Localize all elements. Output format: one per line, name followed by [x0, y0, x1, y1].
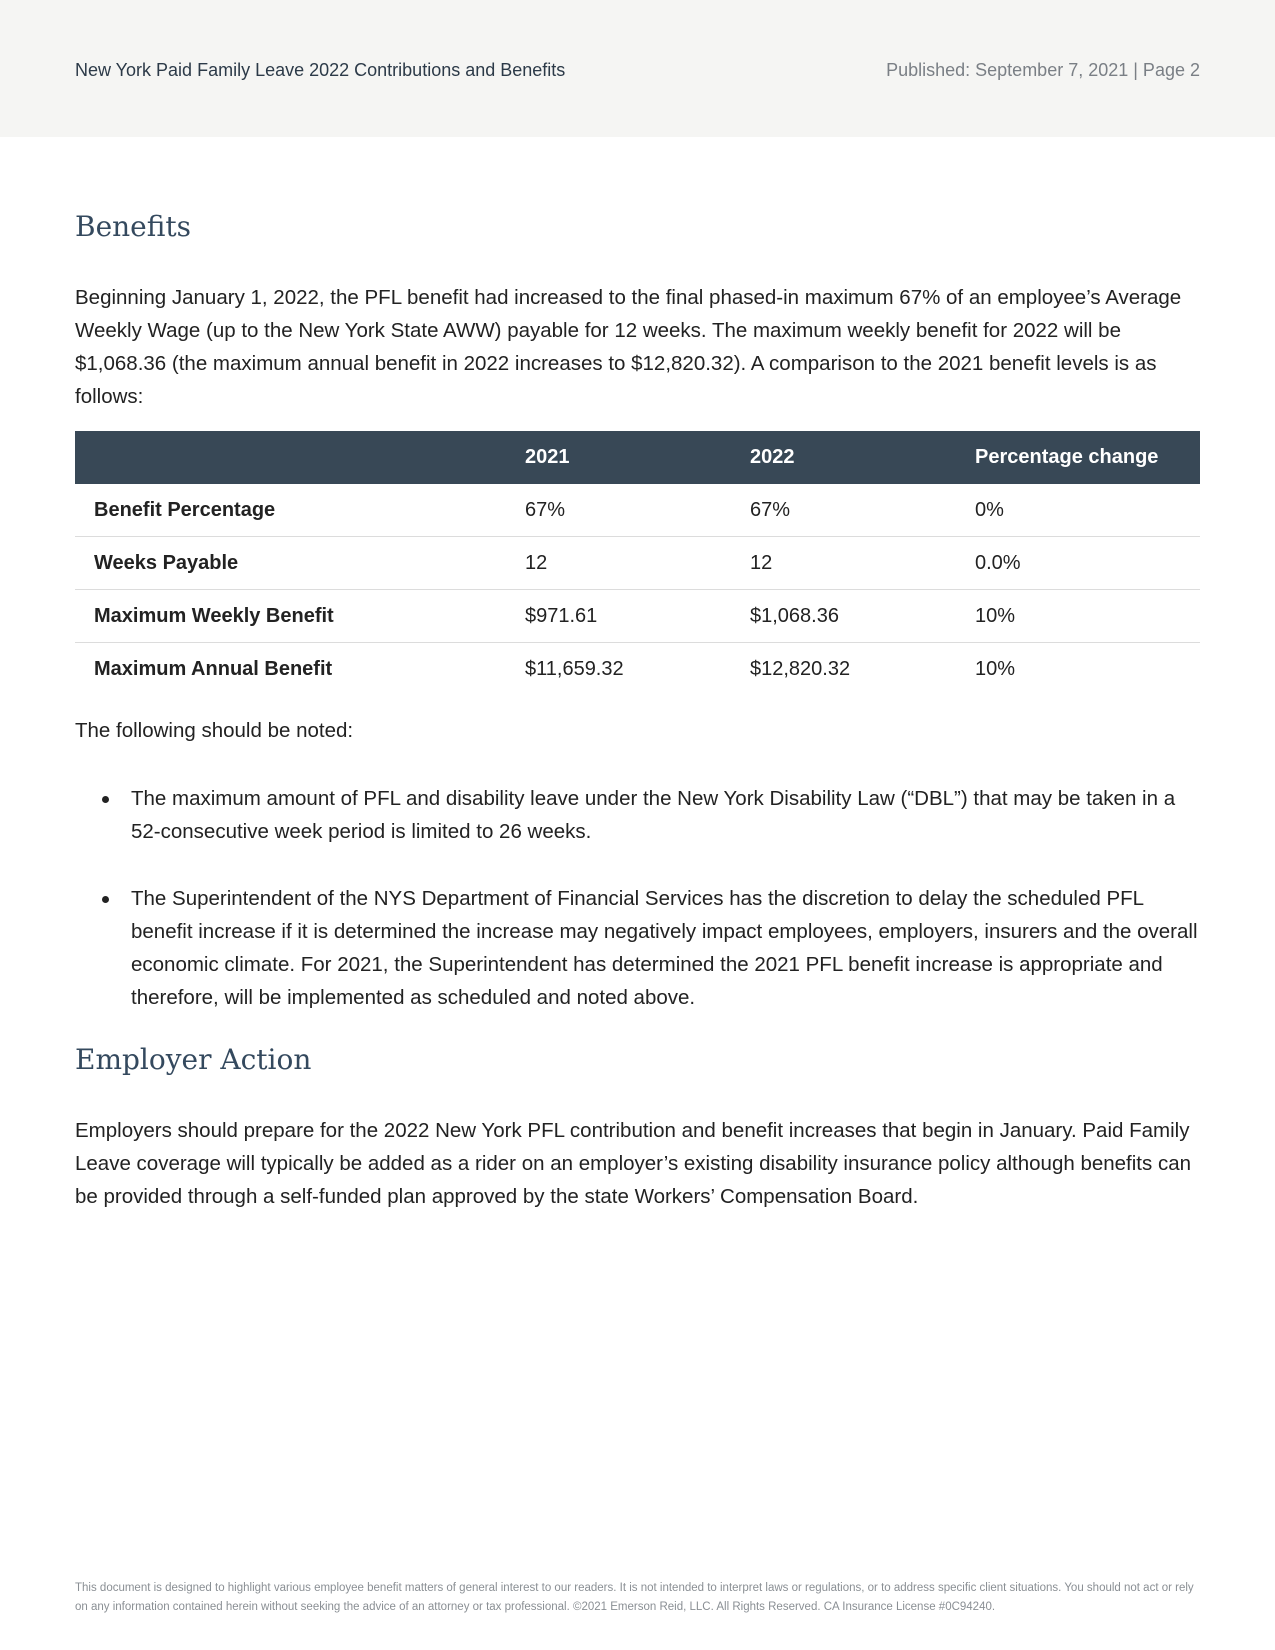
document-title: New York Paid Family Leave 2022 Contributions and Benefits: [75, 60, 566, 80]
cell-2021: 12: [525, 537, 750, 590]
row-label: Maximum Annual Benefit: [94, 657, 333, 680]
benefits-table: [75, 431, 1200, 695]
employer-action-heading: Employer Action: [75, 1043, 312, 1076]
publish-info: Published: September 7, 2021 | Page 2: [886, 60, 1200, 80]
row-label: Weeks Payable: [75, 537, 525, 590]
employer-action-text: Employers should prepare for the 2022 New York PFL contribution and benefit increases that begin in January. Paid Family Leave coverage will typically be added as a rider on an employer’s existing disability insurance policy although benefits can be provided through a self-funded plan approved by the state Workers’ Compensation Board.: [75, 1119, 1191, 1208]
cell-2021: 67%: [525, 484, 750, 537]
cell-2022: $1,068.36: [750, 590, 975, 643]
cell-2021: $971.61: [525, 590, 750, 643]
row-label: Maximum Weekly Benefit: [75, 590, 525, 643]
column-header-2021: 2021: [525, 431, 750, 484]
cell-2021: $11,659.32: [525, 657, 624, 680]
cell-2022: 67%: [750, 484, 975, 537]
column-header-percentage-change: Percentage change: [975, 431, 1200, 484]
table-row: [75, 590, 1200, 643]
column-header-label: [75, 431, 525, 484]
cell-percentage-change: 0%: [975, 484, 1200, 537]
table-row: [75, 537, 1200, 590]
notes-intro: The following should be noted:: [75, 719, 354, 742]
column-header-2022: 2022: [750, 431, 975, 484]
table-row: [75, 643, 1200, 696]
notes-list: [75, 782, 1210, 1048]
row-label: Benefit Percentage: [75, 484, 525, 537]
cell-2022: 12: [750, 537, 975, 590]
benefits-heading: Benefits: [75, 210, 192, 243]
table-header-row: [75, 431, 1200, 484]
cell-percentage-change: 0.0%: [975, 537, 1200, 590]
benefits-intro: Beginning January 1, 2022, the PFL benefit had increased to the final phased-in maximum 67% of an employee’s Average Weekly Wage (up to the New York State AWW) payable for 12 weeks. The maximum weekly benefit for 2022 will be $1,068.36 (the maximum annual benefit in 2022 increases to $12,820.32). A comparison to the 2021 benefit levels is as follows:: [75, 286, 1182, 408]
cell-percentage-change: 10%: [975, 657, 1016, 680]
table-row: [75, 484, 1200, 537]
cell-percentage-change: 10%: [975, 590, 1200, 643]
list-item: [75, 782, 1210, 848]
page-header: [0, 0, 1275, 137]
note-text: The maximum amount of PFL and disability leave under the New York Disability Law (“DBL”) that may be taken in a 52-consecutive week period is limited to 26 weeks.: [131, 787, 1176, 843]
bullet-icon: [102, 896, 109, 903]
note-text: The Superintendent of the NYS Department of Financial Services has the discretion to delay the scheduled PFL benefit increase if it is determined the increase may negatively impact employees, employers, insurers and the overall economic climate. For 2021, the Superintendent has determined the 2021 PFL benefit increase is appropriate and therefore, will be implemented as scheduled and noted above.: [131, 887, 1198, 1009]
footer-disclaimer: This document is designed to highlight various employee benefit matters of general interest to our readers. It is not intended to interpret laws or regulations, or to address specific client situations. You should not act or rely on any information contained herein without seeking the advice of an attorney or tax professional. ©2021 Emerson Reid, LLC. All Rights Reserved. CA Insurance License #0C94240.: [75, 1582, 1194, 1613]
cell-2022: $12,820.32: [750, 657, 851, 680]
list-item: [75, 882, 1210, 1014]
bullet-icon: [102, 796, 109, 803]
